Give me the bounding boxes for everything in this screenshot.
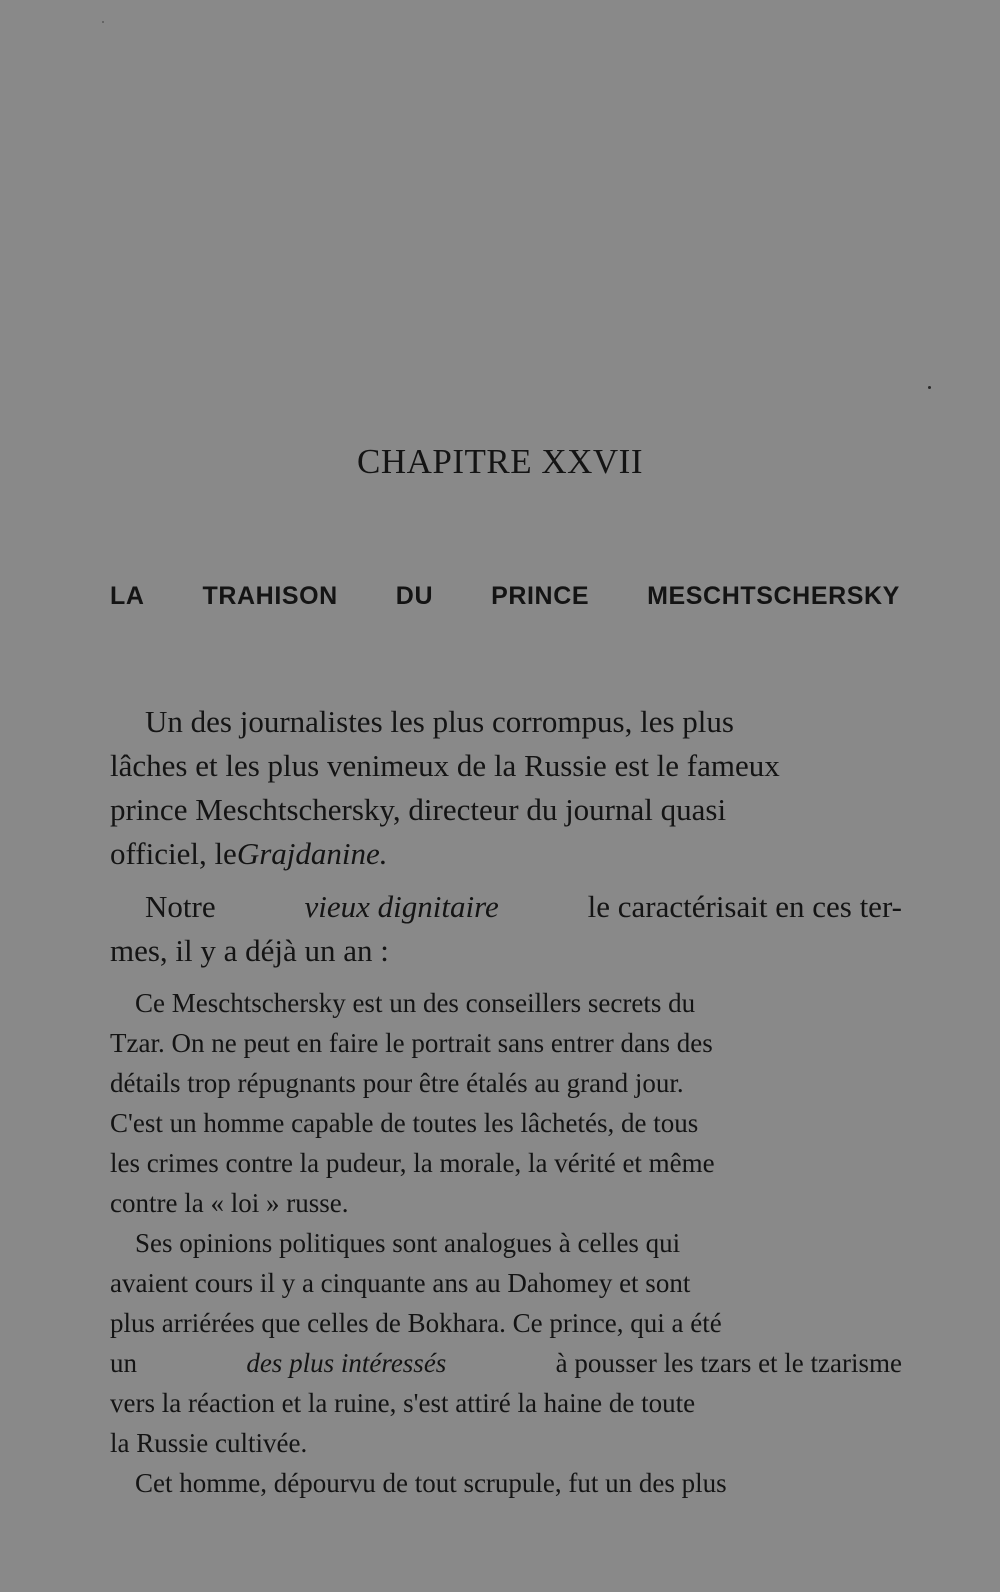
paragraph-line (110, 792, 902, 828)
quote-line-text: Ce Meschtschersky est un des conseillers secrets du (135, 988, 696, 1018)
quote-line-text: Ses opinions politiques sont analogues à celles qui (135, 1228, 681, 1258)
quote-line (110, 1428, 902, 1459)
quote-line (110, 1348, 902, 1379)
quote-line-text: vers la réaction et la ruine, s'est attiré la haine de toute (110, 1388, 696, 1418)
paragraph-line-text: mes, il y a déjà un an : (110, 933, 389, 968)
paragraph-line (110, 836, 902, 872)
paragraph-line-text: Un des journalistes les plus corrompus, les plus (145, 704, 734, 739)
quote-line (110, 1028, 902, 1059)
paragraph-line (110, 704, 902, 740)
quote-line (110, 1388, 902, 1419)
quote-line-text: Tzar. On ne peut en faire le portrait sans entrer dans des (110, 1028, 713, 1058)
scan-speck (928, 386, 931, 389)
chapter-subtitle (110, 582, 900, 611)
chapter-subtitle-word: MESCHTSCHERSKY (647, 582, 900, 610)
chapter-subtitle-word: DU (395, 582, 434, 610)
quote-line (110, 1188, 902, 1219)
quote-line (110, 1468, 902, 1499)
quote-line-text: avaient cours il y a cinquante ans au Dahomey et sont (110, 1268, 691, 1298)
chapter-title: CHAPITRE XXVII (356, 442, 643, 481)
quote-line-text: les crimes contre la pudeur, la morale, la vérité et même (110, 1148, 715, 1178)
quote-line (110, 1148, 902, 1179)
quote-line (110, 1068, 902, 1099)
quote-line-text: à pousser les tzars et le tzarisme (555, 1348, 902, 1378)
chapter-subtitle-word: TRAHISON (202, 582, 338, 610)
quote-line (110, 988, 902, 1019)
quote-line-text: Cet homme, dépourvu de tout scrupule, fut un des plus (135, 1468, 727, 1498)
paragraph-line-text: prince Meschtschersky, directeur du journal quasi (110, 792, 727, 827)
paragraph-line-text: le caractérisait en ces ter- (587, 889, 902, 924)
quote-line-text: contre la « loi » russe. (110, 1188, 349, 1218)
paragraph-line (110, 889, 902, 925)
quote-line-text: plus arriérées que celles de Bokhara. Ce prince, qui a été (110, 1308, 722, 1338)
quote-line (110, 1268, 902, 1299)
quote-line (110, 1108, 902, 1139)
quote-line-text: la Russie cultivée. (110, 1428, 308, 1458)
paragraph-line-text: Notre (145, 889, 216, 924)
paragraph-line-text: officiel, le (110, 836, 237, 871)
paragraph-line (110, 933, 902, 969)
quote-line-text: C'est un homme capable de toutes les lâchetés, de tous (110, 1108, 699, 1138)
paragraph-line (110, 748, 902, 784)
quote-line (110, 1228, 902, 1259)
paragraph-line-text: lâches et les plus venimeux de la Russie est le fameux (110, 748, 780, 783)
quote-line-text: détails trop répugnants pour être étalés au grand jour. (110, 1068, 684, 1098)
quote-line-text: un (110, 1348, 137, 1378)
quote-line (110, 1308, 902, 1339)
newspaper-title: Grajdanine. (236, 836, 388, 871)
chapter-subtitle-word: PRINCE (491, 582, 590, 610)
italic-phrase: vieux dignitaire (304, 889, 499, 924)
scan-speck (102, 21, 104, 23)
italic-phrase: des plus intéressés (246, 1348, 447, 1378)
chapter-subtitle-word: LA (110, 582, 145, 610)
